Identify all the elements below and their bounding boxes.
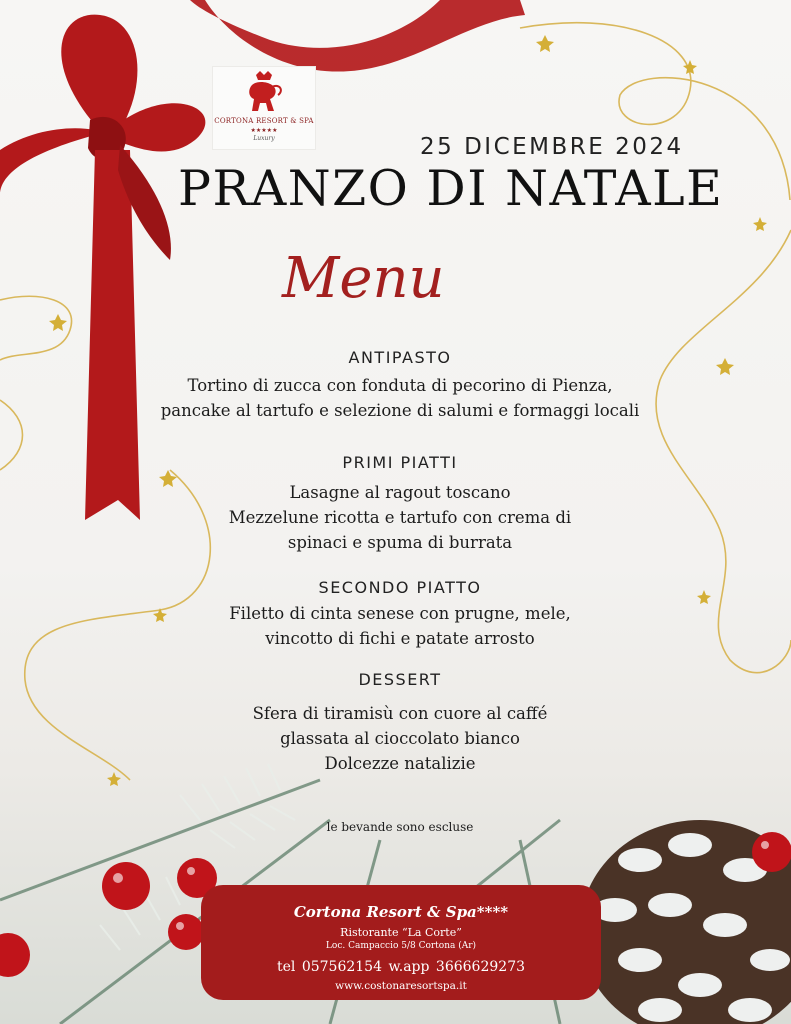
event-date: 25 DICEMBRE 2024	[420, 134, 684, 160]
footer-website[interactable]: www.costonaresortspa.it	[335, 980, 467, 992]
dish-line: Filetto di cinta senese con prugne, mele,	[229, 604, 571, 623]
logo-tagline: Luxury	[253, 135, 275, 142]
dish-line: Lasagne al ragout toscano	[289, 483, 511, 502]
menu-script-title: Menu	[282, 246, 445, 311]
drinks-note: le bevande sono escluse	[326, 820, 474, 834]
resort-logo	[212, 66, 316, 150]
section-dessert	[100, 670, 700, 776]
dish-line: vincotto di fichi e patate arrosto	[265, 629, 535, 648]
dish-line: spinaci e spuma di burrata	[287, 533, 513, 552]
dish-line: pancake al tartufo e selezione di salumi e formaggi locali	[160, 401, 640, 420]
dish-line: Dolcezze natalizie	[324, 754, 476, 773]
section-heading: ANTIPASTO	[348, 348, 452, 367]
section-heading: SECONDO PIATTO	[318, 578, 482, 597]
pinecone-icon	[580, 820, 791, 1024]
footer-resort-name: Cortona Resort & Spa****	[293, 903, 509, 921]
lion-crest-icon	[242, 71, 286, 117]
dish-line: Sfera di tiramisù con cuore al caffé	[252, 704, 548, 723]
section-heading: PRIMI PIATTI	[342, 453, 458, 472]
section-secondo-piatto	[100, 578, 700, 651]
footer-restaurant: Ristorante “La Corte”	[340, 926, 462, 939]
dish-line: glassata al cioccolato bianco	[280, 729, 520, 748]
section-antipasto	[100, 348, 700, 423]
contact-box	[201, 885, 601, 1000]
section-primi-piatti	[100, 453, 700, 555]
page-title: PRANZO DI NATALE	[178, 160, 724, 217]
footer-contacts: tel 057562154 w.app 3666629273	[276, 959, 526, 975]
footer-address: Loc. Campaccio 5/8 Cortona (Ar)	[325, 941, 477, 951]
logo-stars: ★★★★★	[250, 127, 278, 134]
dish-line: Tortino di zucca con fonduta di pecorino di Pienza,	[187, 376, 613, 395]
dish-line: Mezzelune ricotta e tartufo con crema di	[228, 508, 572, 527]
section-heading: DESSERT	[358, 670, 442, 689]
logo-name: CORTONA RESORT & SPA	[214, 117, 314, 125]
